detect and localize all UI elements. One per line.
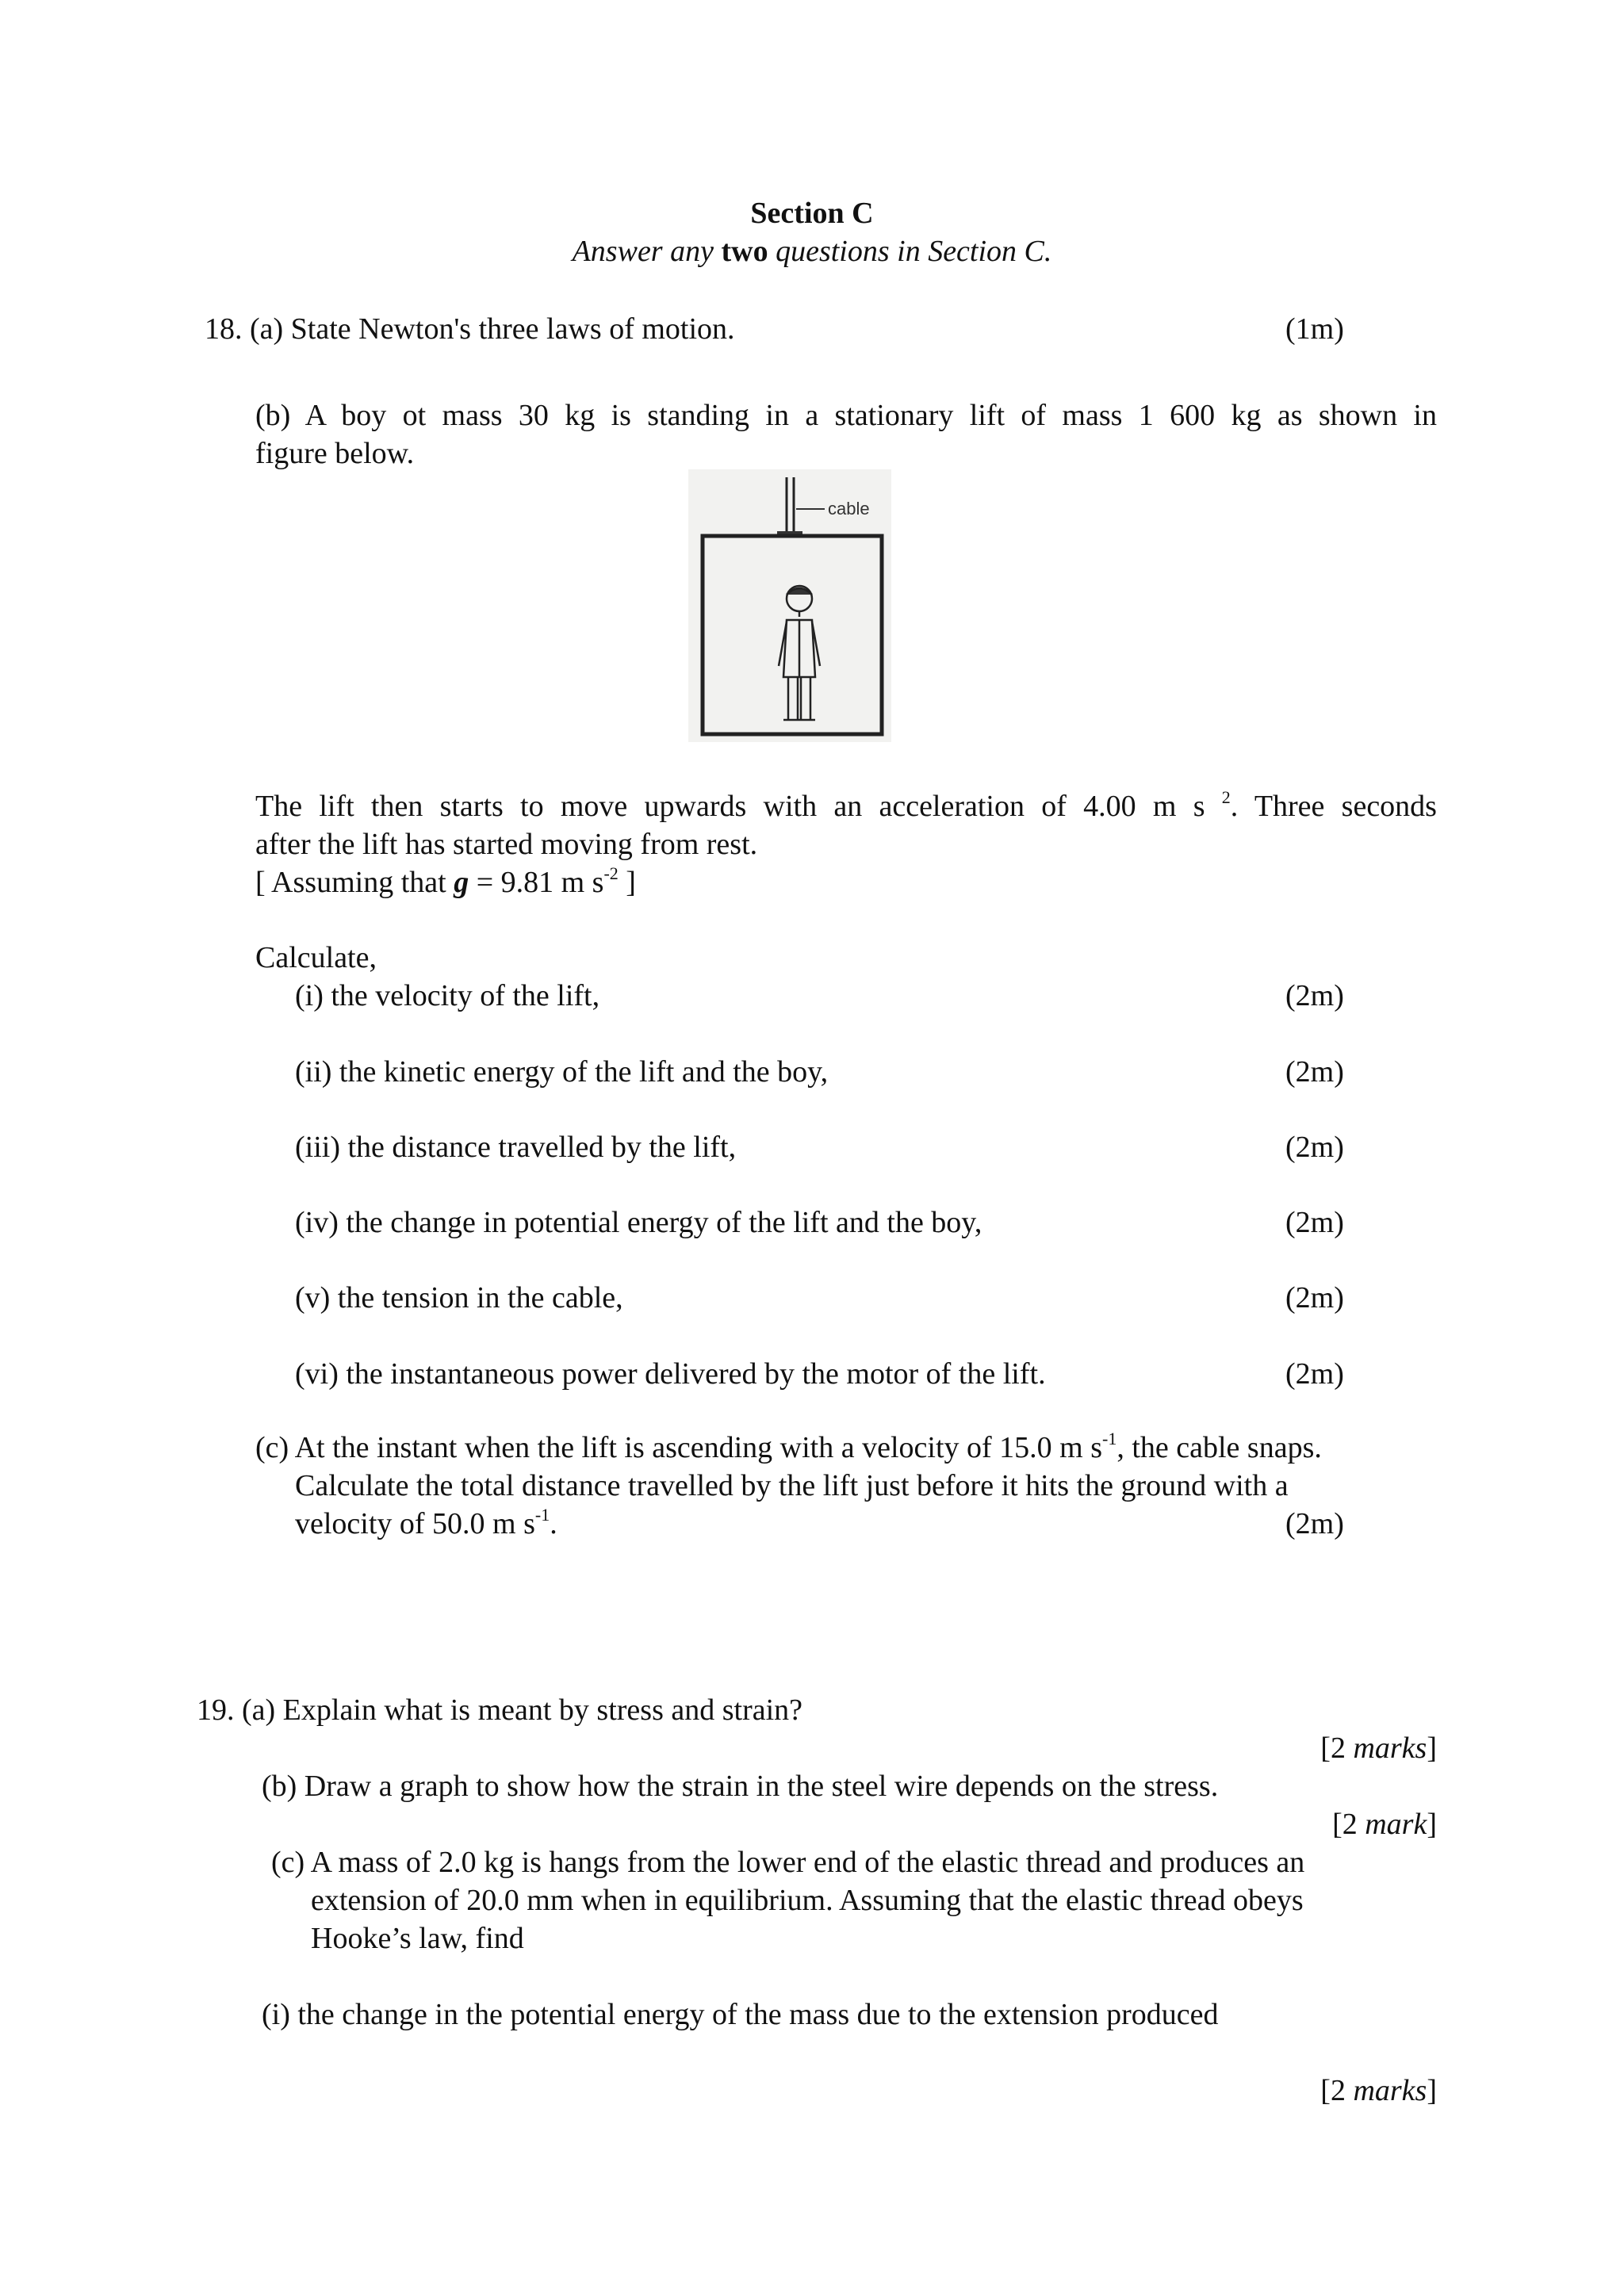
q18-part-i-marks: (2m) [1285,979,1344,1012]
q18-part-ii-marks: (2m) [1285,1055,1344,1089]
q18-b-line1: (b) A boy ot mass 30 kg is standing in a stationary lift of mass 1 600 kg as shown in [255,399,1437,432]
lift-diagram [688,469,891,742]
q18-a-text: 18. (a) State Newton's three laws of motion. [205,312,735,346]
section-instruction: Answer any two questions in Section C. [572,235,1052,268]
q18-part-iv: (iv) the change in potential energy of the lift and the boy, [295,1206,982,1239]
q19-a-text: 19. (a) Explain what is meant by stress and strain? [197,1693,803,1727]
q18-c-line1: (c) At the instant when the lift is ascending with a velocity of 15.0 m $s^{-1}$, the cable snaps. [255,1429,1322,1464]
q18-part-iii: (iii) the distance travelled by the lift, [295,1131,737,1164]
q19-b-text: (b) Draw a graph to show how the strain in the steel wire depends on the stress. [262,1770,1219,1803]
q18-part-iii-marks: (2m) [1285,1131,1344,1164]
q19-i-text: (i) the change in the potential energy of the mass due to the extension produced [262,1998,1219,2031]
q18-assumption: [ Assuming that g = 9.81 m $s^{-2}$ ] [255,863,636,899]
q18-b-line2: figure below. [255,437,415,470]
q18-part-i: (i) the velocity of the lift, [295,979,600,1012]
q18-c-marks: (2m) [1285,1507,1344,1540]
q18-lift-line2: after the lift has started moving from rest. [255,828,758,861]
q18-a-marks: (1m) [1285,312,1344,346]
q19-a-marks: [2 marks] [1320,1732,1437,1765]
q18-lift-line1: The lift then starts to move upwards with an acceleration of 4.00 m s $^2$. Three seconds [255,787,1437,823]
q18-c-line2: Calculate the total distance travelled by the lift just before it hits the ground with a [295,1469,1289,1502]
q19-c-line3: Hooke’s law, find [311,1922,524,1955]
q18-c-line3: velocity of 50.0 m $s^{-1}$. [295,1505,557,1540]
q19-b-marks: [2 mark] [1332,1808,1437,1841]
q18-part-iv-marks: (2m) [1285,1206,1344,1239]
q18-part-ii: (ii) the kinetic energy of the lift and the boy, [295,1055,829,1089]
q18-part-v: (v) the tension in the cable, [295,1281,623,1314]
cable-label: cable [828,499,870,519]
lift-figure [688,469,891,742]
q19-i-marks: [2 marks] [1320,2074,1437,2107]
q18-part-v-marks: (2m) [1285,1281,1344,1314]
q18-part-vi-marks: (2m) [1285,1357,1344,1391]
q19-c-line1: (c) A mass of 2.0 kg is hangs from the lower end of the elastic thread and produces an [271,1846,1305,1879]
section-title: Section C [750,197,874,230]
q18-part-vi: (vi) the instantaneous power delivered by the motor of the lift. [295,1357,1046,1391]
q18-calculate: Calculate, [255,941,377,974]
q19-c-line2: extension of 20.0 mm when in equilibrium. Assuming that the elastic thread obeys [311,1884,1304,1917]
